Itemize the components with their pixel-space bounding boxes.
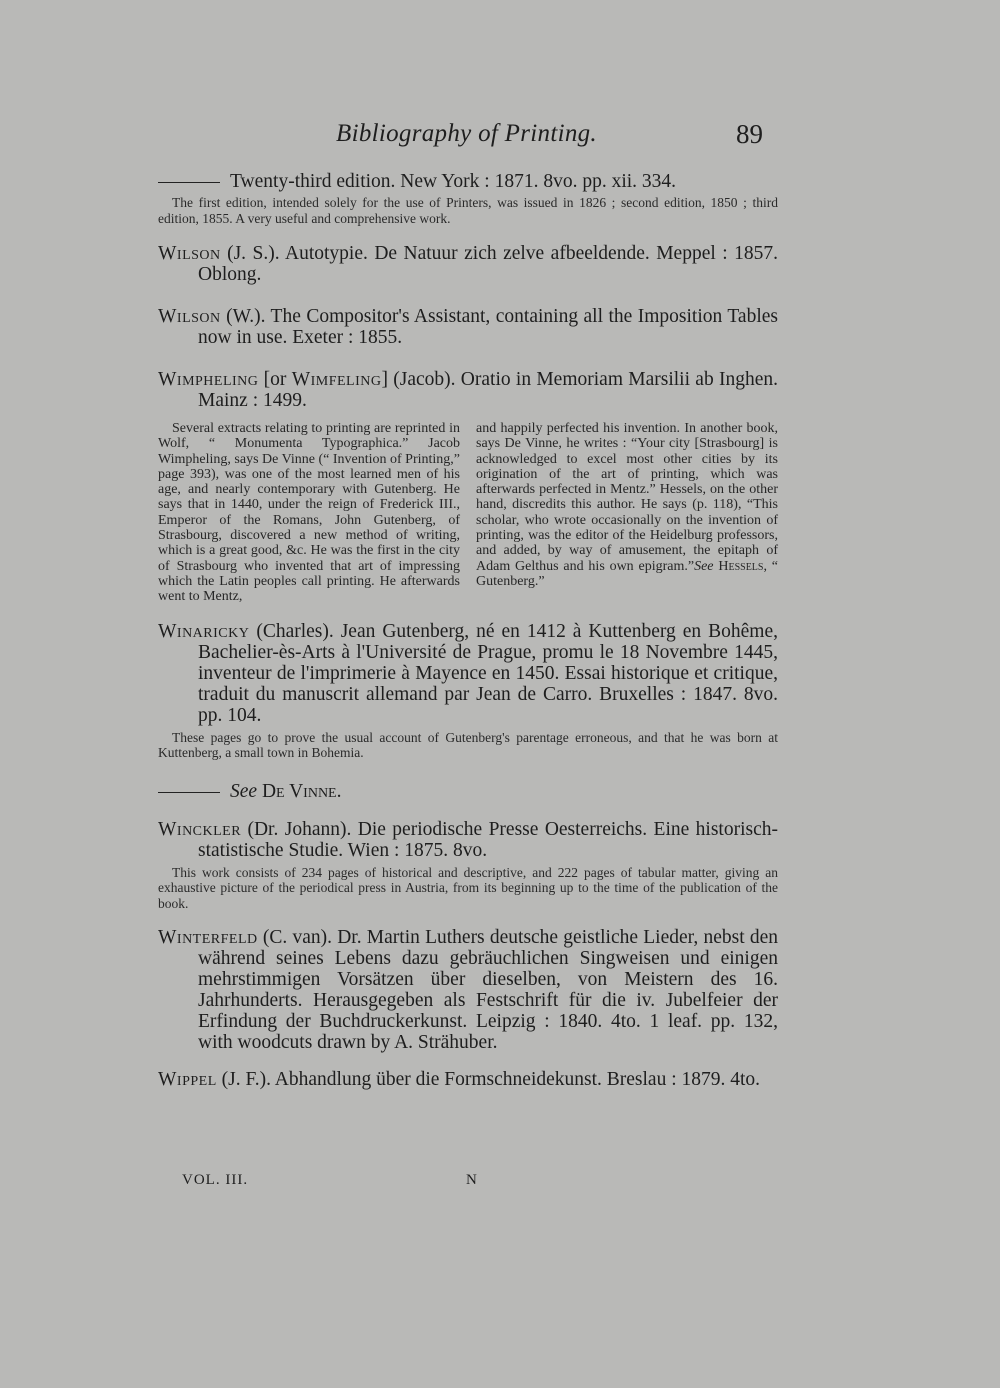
entry-text: (J. S.). Autotypie. De Natuur zich zelve afbeeldende. Meppel : 1857. Oblong. <box>198 243 778 285</box>
author-name: Winterfeld <box>158 927 258 949</box>
author-name: Wilson <box>158 243 221 264</box>
entry-wilson-continued <box>158 171 778 226</box>
author-name: Wippel <box>158 1069 217 1091</box>
entry-note: The first edition, intended solely for the use of Printers, was issued in 1826 ; second edition, 1850 ; third edition, 1855. A very useful and comprehensive work. <box>158 195 778 226</box>
entry-text: Twenty-third edition. New York : 1871. 8vo. pp. xii. 334. <box>230 171 677 192</box>
entry-see-de-vinne: See De Vinne. <box>158 781 778 802</box>
note-right-column: and happily perfected his invention. In another book, says De Vinne, he writes : “Your city [Strasbourg] is acknowledged to excel most other cities by its origination of the art of printing, which was afterwards perfected in Mentz.” Hessels, on the other hand, discredits this author. He says (p. 118), “This scholar, who wrote occasionally on the invention of printing, was the editor of the Heidelburg professors, and added, by way of amusement, the epitaph of Adam Gelthus and his own epigram.”See Hessels, “ Gutenberg.” <box>476 421 779 589</box>
entry-text: ] (Jacob). Oratio in Memoriam Marsilii ab Inghen. Mainz : 1499. <box>198 369 778 411</box>
entry-wimpheling <box>158 369 778 605</box>
entry-heading <box>158 621 778 726</box>
author-name: Wimpheling <box>158 369 259 390</box>
see-label: See <box>230 780 258 802</box>
entry-text: (J. F.). Abhandlung über die Formschneidekunst. Breslau : 1879. 4to. <box>216 1069 761 1091</box>
bibliography-body <box>158 168 778 1090</box>
entry-text: (Dr. Johann). Die periodische Presse Oesterreichs. Eine historisch-statistische Studie. Wien : 1875. 8vo. <box>198 818 778 861</box>
signature-mark: N <box>466 1172 477 1188</box>
entry-note: These pages go to prove the usual account of Gutenberg's parentage erroneous, and that he was born at Kuttenberg, a small town in Bohemia. <box>158 729 778 761</box>
note-left-column: Several extracts relating to printing are reprinted in Wolf, “ Monumenta Typographica.” Jacob Wimpheling, says De Vinne (“ Invention of Printing,” page 393), was one of the most learned men of his age, and nearly contemporary with Gutenberg. He says that in 1440, under the reign of Frederick III., Emperor of the Romans, John Gutenberg, of Strasbourg, discovered a new method of writing, which is a great good, &c. He was the first in the city of Strasbourg who invented that art of impressing which the Latin peoples call printing. He afterwards went to Mentz, <box>158 421 461 605</box>
entry-heading <box>158 171 778 192</box>
author-name: Wilson <box>158 306 221 327</box>
entry-note: This work consists of 234 pages of historical and descriptive, and 222 pages of tabular matter, giving an exhaustive picture of the periodical press in Austria, from its beginning up to the time of the publication of the book. <box>158 864 778 911</box>
author-name: Winaricky <box>158 620 250 642</box>
author-alt-name: Wimfeling <box>291 369 382 390</box>
author-name: Winckler <box>158 818 242 840</box>
entry-winterfeld <box>158 927 778 1053</box>
two-column-note <box>158 421 778 605</box>
see-label: See <box>694 558 714 574</box>
volume-label: VOL. III. <box>182 1172 249 1188</box>
entry-wilson-w <box>158 306 778 348</box>
page-number: 89 <box>736 119 763 149</box>
entry-winaricky <box>158 621 778 761</box>
entry-heading: Wimpheling [or Wimfeling] (Jacob). Oratio in Memoriam Marsilii ab Inghen. Mainz : 1499. <box>158 369 778 411</box>
ditto-rule <box>158 182 220 183</box>
entry-text: (C. van). Dr. Martin Luthers deutsche geistliche Lieder, nebst den während seines Lebens dazu gebräuchlichen Singweisen und einigen mehrstimmigen Vorsätzen über dieselben, von Meistern des 16. Jahrhunderts. Herausgegeben als Festschrift für die iv. Jubelfeier der Erfindung der Buchdruckerkunst. Leipzig : 1840. 4to. 1 leaf. pp. 132, with woodcuts drawn by A. Strähuber. <box>198 927 778 1054</box>
running-title: Bibliography of Printing. <box>336 120 597 147</box>
ditto-rule <box>158 792 220 793</box>
entry-text: (Charles). Jean Gutenberg, né en 1412 à Kuttenberg en Bohême, Bachelier-ès-Arts à l'Université de Prague, promu le 18 Novembre 1445, inventeur de l'imprimerie à Mayence en 1450. Essai historique et critique, traduit du manuscrit allemand par Jean de Carro. Bruxelles : 1847. 8vo. pp. 104. <box>198 620 778 726</box>
entry-heading <box>158 819 778 861</box>
entry-winckler <box>158 819 778 912</box>
entry-wilson-js <box>158 243 778 285</box>
cross-reference: De Vinne <box>261 780 337 802</box>
page-header <box>0 120 1000 160</box>
cross-reference: Hessels <box>718 558 764 574</box>
entry-wippel <box>158 1069 778 1090</box>
entry-text: (W.). The Compositor's Assistant, containing all the Imposition Tables now in use. Exeter : 1855. <box>198 306 778 348</box>
